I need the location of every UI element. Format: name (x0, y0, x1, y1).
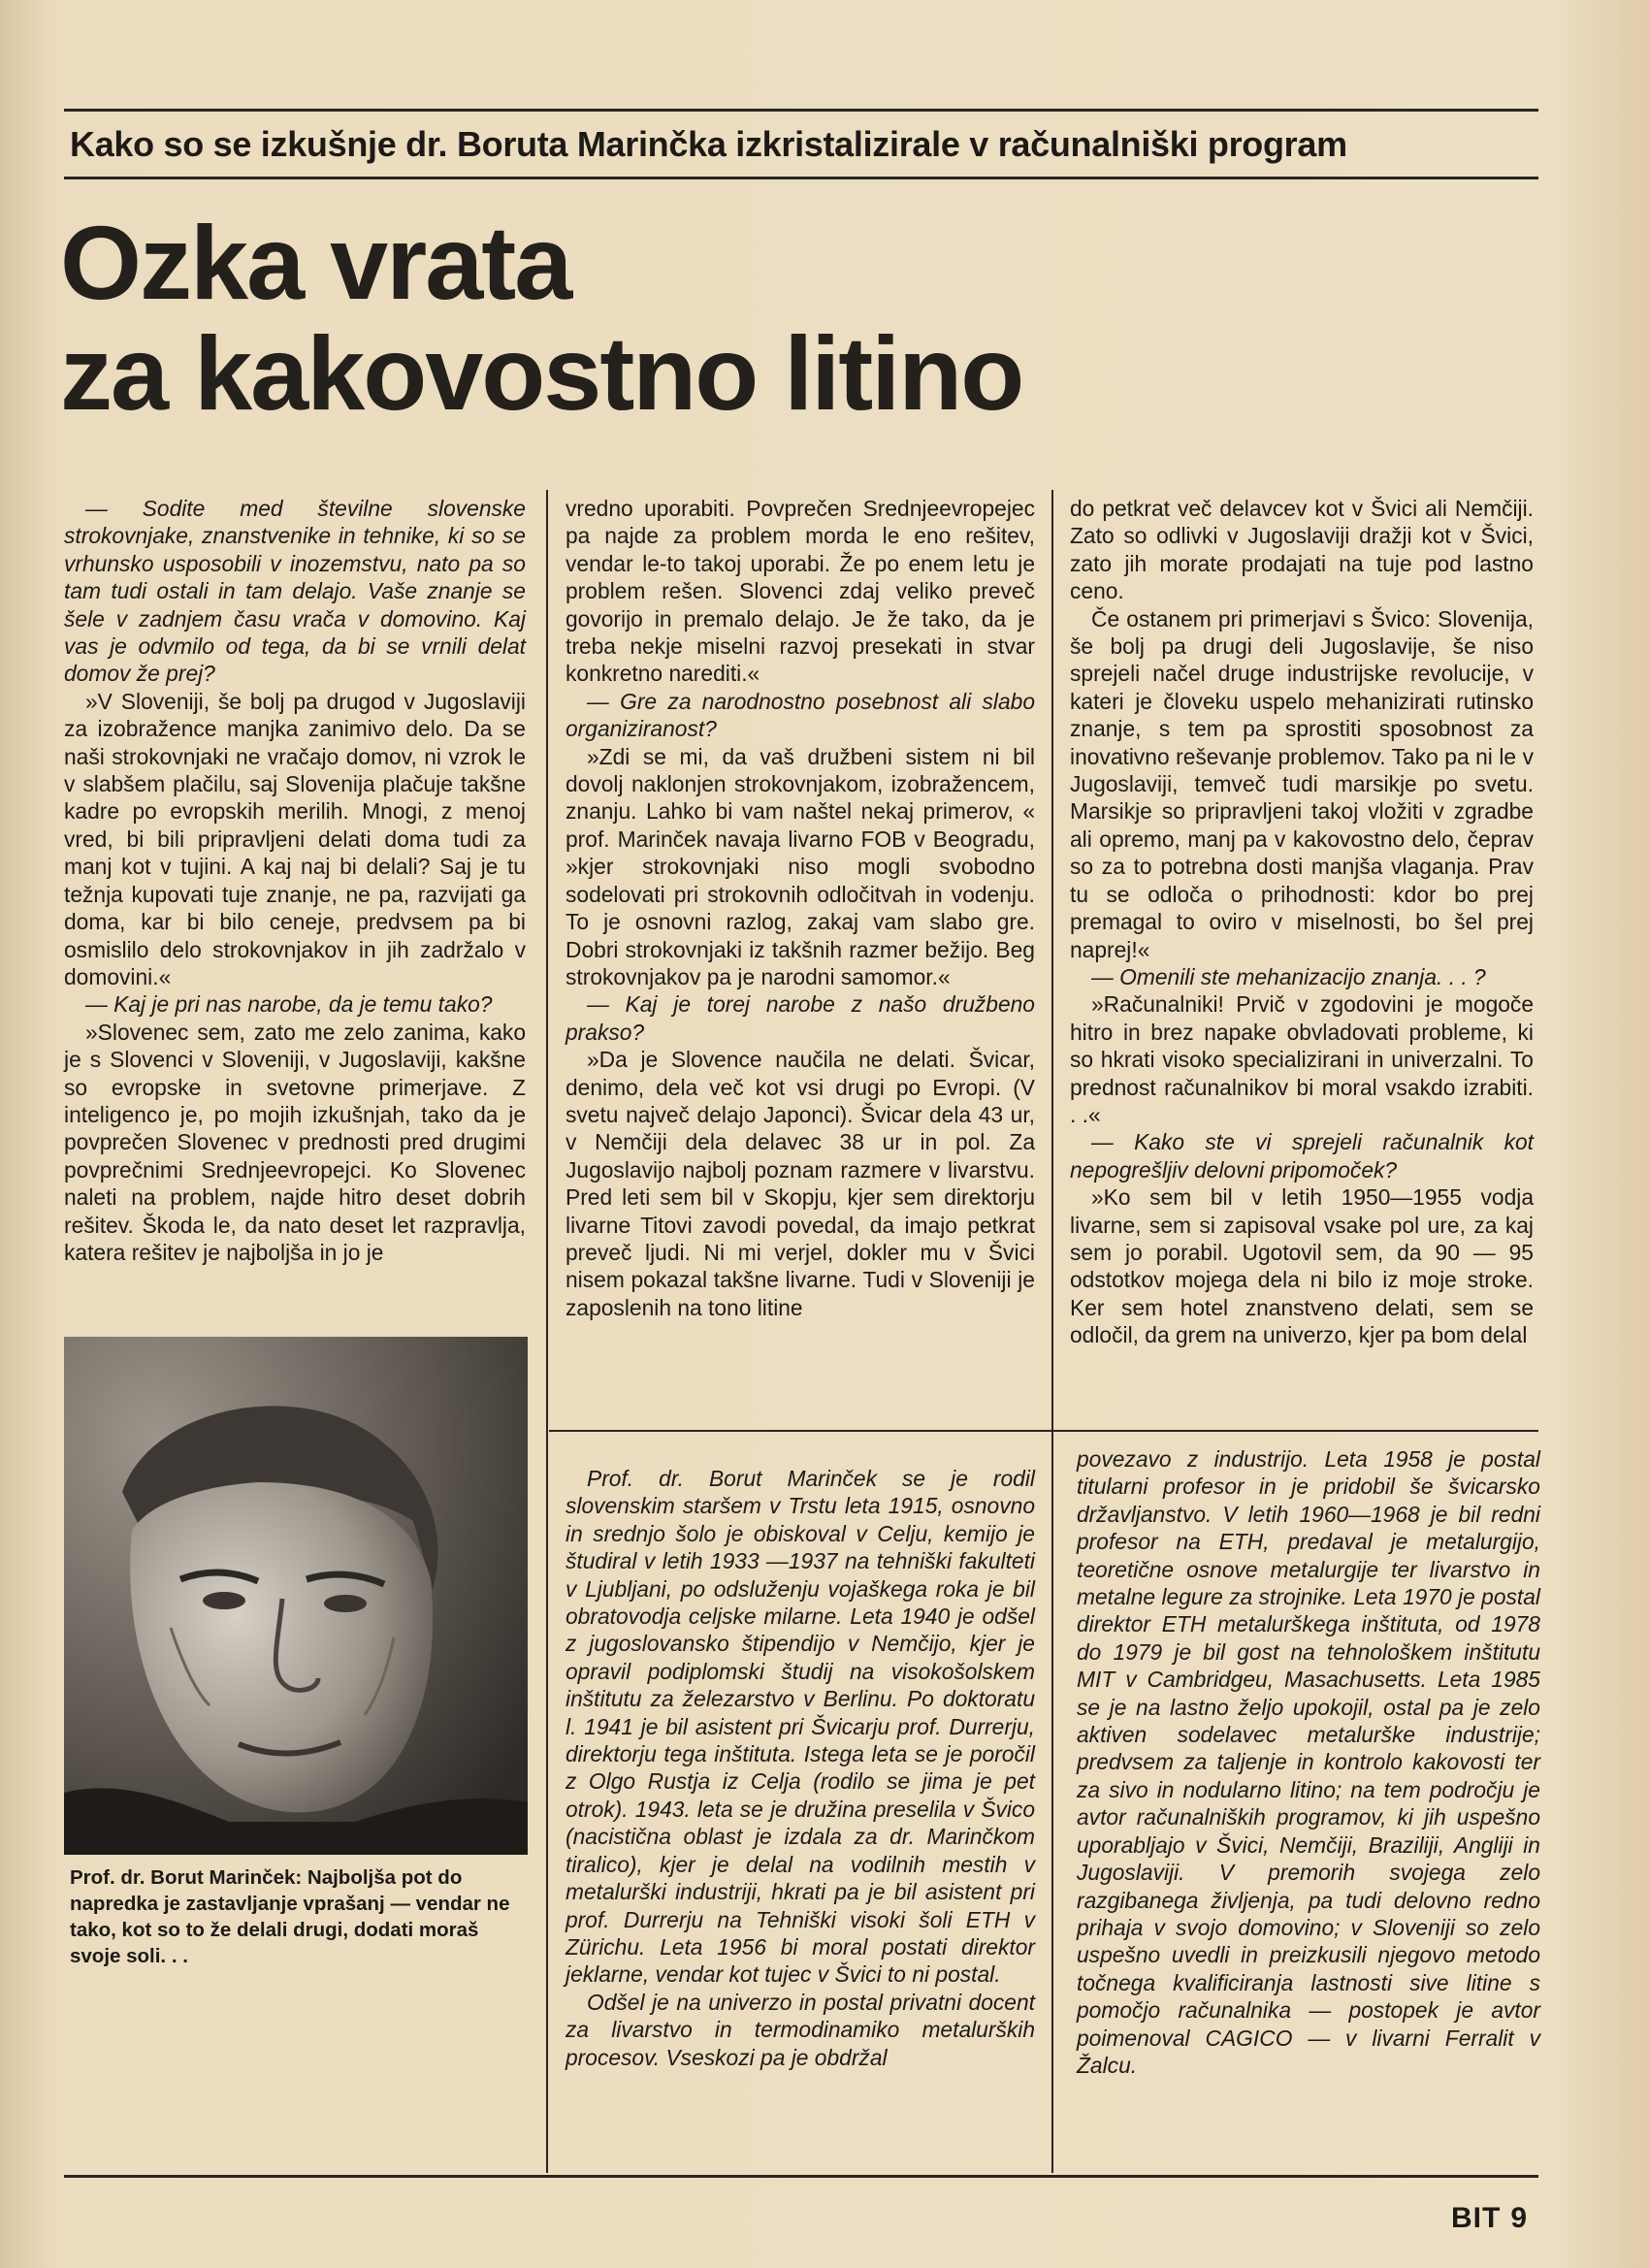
bottom-rule (64, 2175, 1538, 2178)
magazine-name: BIT (1451, 2202, 1502, 2234)
headline-line-1: Ozka vrata (60, 204, 571, 321)
bio-top-rule (549, 1430, 1538, 1432)
interview-question: — Kaj je pri nas narobe, da je temu tako? (85, 991, 493, 1018)
biography-paragraph: Odšel je na univerzo in postal privatni docent za livarstvo in termodinamiko metalurških procesov. Vseskozi pa je obdržal (566, 1989, 1035, 2070)
page-number: 9 (1510, 2202, 1529, 2234)
interview-answer: do petkrat več delavcev kot v Švici ali Nemčiji. Zato so odlivki v Jugoslaviji dražji kot v Švici, zato jih morate prodajati na tuje pod lastno ceno. (1070, 496, 1534, 604)
kicker-underline (64, 177, 1538, 179)
interview-question: — Sodite med številne slovenske strokovnjake, znanstvenike in tehnike, ki so se vrhunsko usposobili v inozemstvu, nato pa so tam tudi ostali in tam delajo. Vaše znanje se šele v zadnjem času vrača v domovino. Kaj vas je odvmilo od tega, da bi se vrnili delat domov že prej? (64, 496, 526, 687)
top-rule (64, 109, 1538, 112)
interview-question: — Gre za narodnostno posebnost ali slabo organiziranost? (566, 688, 1035, 742)
kicker-line: Kako so se izkušnje dr. Boruta Marinčka izkristalizirale v računalniški program (70, 124, 1347, 164)
interview-answer: »Računalniki! Prvič v zgodovini je mogoče hitro in brez napake obvladovati probleme, ki so hkrati visoko specializirani in univerzalni. To prednost računalnikov bi moral vsakdo izrabiti. . .« (1070, 991, 1534, 1127)
interview-answer: »Zdi se mi, da vaš družbeni sistem ni bil dovolj naklonjen strokovnjakom, izobražencem, znanju. Lahko bi vam naštel nekaj primerov, « prof. Marinček navaja livarno FOB v Beogradu, »kjer strokovnjaki niso mogli svobodno sodelovati pri strokovnih odločitvah in vodenju. To je osnovni razlog, zakaj vam slabo gre. Dobri strokovnjaki iz takšnih razmer bežijo. Beg strokovnjakov pa je narodni samomor.« (566, 743, 1035, 989)
headline-line-2: za kakovostno litino (60, 314, 1023, 432)
article-column-3 (1070, 495, 1534, 1349)
article-column-1 (64, 495, 526, 1266)
biography-paragraph: povezavo z industrijo. Leta 1958 je postal titularni profesor in je pridobil še švicarsko državljanstvo. V letih 1960—1968 je bil redni profesor na ETH, predaval je metalurgijo, teoretične osnove metalurgije ter livarstvo in metalne legure za strojnike. Leta 1970 je postal direktor ETH metalurškega inštituta, od 1978 do 1979 je bil gost na tehnološkem inštitutu MIT v Cambridgeu, Masachusetts. Leta 1985 se je na lastno željo upokojil, ostal pa je zelo aktiven sodelavec metalurške industrije; predvsem za taljenje in kontrolo kakovosti ter za sivo in nodularno litino; na tem področju je avtor računalniških programov, ki jih uspešno uporabljajo v Švici, Nemčiji, Braziliji, Angliji in Jugoslaviji. V premorih svojega zelo razgibanega življenja, pa tudi delovno redno prihaja v svojo domovino; v Sloveniji so zelo uspešno uvedli in preizkusili njegovo metodo točnega kvalificiranja lastnosti sive litine s pomočjo računalnika — postopek je avtor poimenoval CAGICO — v livarni Ferralit v Žalcu. (1077, 1446, 1540, 2078)
portrait-photo (64, 1337, 528, 1855)
interview-answer: »Da je Slovence naučila ne delati. Švicar, denimo, dela več kot vsi drugi po Evropi. (V svetu največ delajo Japonci). Švicar dela 43 ur, v Nemčiji dela delavec 38 ur in pol. Za Jugoslavijo najbolj poznam razmere v livarstvu. Pred leti sem bil v Skopju, kjer sem direktorju livarne Titovi zavodi povedal, da imajo petkrat preveč ljudi. Ni mi verjel, dokler mu v Švici nisem pokazal takšne livarne. Tudi v Sloveniji je zaposlenih na tono litine (566, 1047, 1035, 1320)
interview-answer: »V Sloveniji, še bolj pa drugod v Jugoslaviji za izobražence manjka zanimivo delo. Da se naši strokovnjaki ne vračajo domov, ni vzrok le v slabšem plačilu, saj Slovenija plačuje takšne kadre po evropskih merilih. Mnogi, z menoj vred, bi bili pripravljeni delati doma tudi za manj kot v tujini. A kaj naj bi delali? Saj je tu težnja kupovati tuje znanje, ne pa, razvijati ga doma, kar bi bilo ceneje, predvsem pa bi osmislilo delo strokovnjakov in jih zadržalo v domovini.« (64, 688, 526, 989)
biography-paragraph: Prof. dr. Borut Marinček se je rodil slovenskim staršem v Trstu leta 1915, osnovno in srednjo šolo je obiskoval v Celju, kemijo je študiral v letih 1933 —1937 na tehniški fakulteti v Ljubljani, po odsluženju vojaškega roka je bil obratovodja celjske milarne. Leta 1940 je odšel z jugoslovansko štipendijo v Nemčijo, kjer je opravil podiplomski študij na visokošolskem inštitutu za železarstvo v Berlinu. Po doktoratu l. 1941 je bil asistent pri Švicarju prof. Durrerju, direktorju tega inštituta. Istega leta se je poročil z Olgo Rustja iz Celja (rodilo se jima je pet otrok). 1943. leta se je družina preselila v Švico (nacistična oblast je izdala za dr. Marinčkom tiralico), kjer je delal na vodilnih mestih v metalurški industriji, hkrati pa je bil asistent pri prof. Durrerju na Tehniški visoki šoli ETH v Zürichu. Leta 1956 bi moral postati direktor jeklarne, vendar kot tujec v Švici to ni postal. (566, 1466, 1035, 1988)
biography-column-right (1077, 1445, 1540, 2079)
column-rule-1 (546, 490, 548, 2173)
interview-question: — Kako ste vi sprejeli računalnik kot nepogrešljiv delovni pripomoček? (1070, 1129, 1534, 1183)
interview-question: — Omenili ste mehanizacijo znanja. . . ? (1091, 963, 1486, 989)
interview-answer: »Ko sem bil v letih 1950—1955 vodja livarne, sem si zapisoval vsake pol ure, za kaj sem jo porabil. Ugotovil sem, da 90 — 95 odstotkov mojega dela ni bilo iz moje stroke. Ker sem hotel znanstveno delati, sem se odločil, da grem na univerzo, kjer pa bom delal (1070, 1184, 1534, 1348)
column-rule-2 (1051, 490, 1053, 2173)
biography-column-left (566, 1465, 1035, 2071)
interview-question: — Kaj je torej narobe z našo družbeno prakso? (566, 991, 1035, 1045)
interview-answer: Če ostanem pri primerjavi s Švico: Slovenija, še bolj pa drugi deli Jugoslavije, še niso sprejeli načel druge industrijske revolucije, v kateri je človeku uspelo mehanizirati rutinsko znanje, s tem pa sprostiti sposobnost za inovativno reševanje problemov. Tako pa ni le v Jugoslaviji, temveč tudi marsikje po svetu. Marsikje so pripravljeni takoj vložiti v zgradbe ali opremo, manj pa v kakovostno delo, čeprav so za to potrebna dosti manjša vlaganja. Prav tu se odloča o prihodnosti: kdor bo prej premagal to oviro v miselnosti, bo šel prej naprej!« (1070, 605, 1534, 962)
article-column-2 (566, 495, 1035, 1321)
interview-answer: vredno uporabiti. Povprečen Srednjeevropejec pa najde za problem morda le eno rešitev, vendar le-to takoj uporabi. Že po enem letu je problem rešen. Slovenci zdaj veliko preveč govorijo in premalo delajo. Je že tako, da je treba nekje miselni razvoj presekati in stvar konkretno narediti.« (566, 496, 1035, 687)
interview-answer: »Slovenec sem, zato me zelo zanima, kako je s Slovenci v Sloveniji, v Jugoslaviji, kakšne so evropske in svetovne primerjave. Z inteligenco je, po mojih izkušnjah, tako da je povprečen Slovenec v prednosti pred drugimi povprečnimi Srednjeevropejci. Ko Slovenec naleti na problem, najde hitro deset dobrih rešitev. Škoda le, da nato deset let razpravlja, katera rešitev je najboljša in jo je (64, 1019, 526, 1265)
portrait-illustration (64, 1337, 528, 1855)
page-folio (1451, 2202, 1528, 2235)
photo-caption: Prof. dr. Borut Marinček: Najboljša pot do napredka je zastavljanje vprašanj — vendar ne tako, kot so to že delali drugi, dodati moraš svoje soli. . . (70, 1866, 510, 1967)
headline (60, 204, 1418, 432)
